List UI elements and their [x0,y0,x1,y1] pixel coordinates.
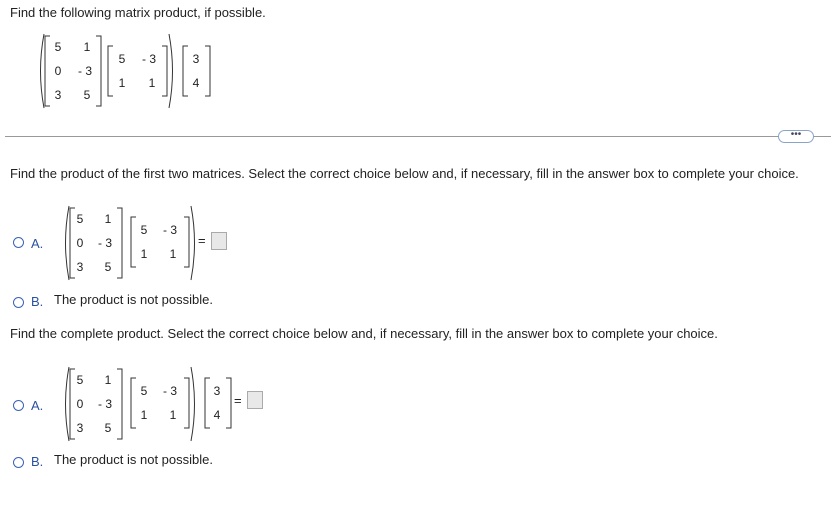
part1-option-a-letter: A. [31,236,44,251]
part2-answer-box[interactable] [247,391,263,409]
part2-right-paren [190,366,200,442]
part1-matrix-a-cell: 3 [76,260,84,274]
matrix-a-cell: 5 [54,40,62,54]
part2-matrix-a-cell: 0 [76,397,84,411]
part2-matrix-a-right-bracket [117,369,123,439]
matrix-a-left-bracket [45,36,51,106]
part2-matrix-b-cell: 5 [140,384,148,398]
part2-matrix-a-cell: 1 [104,373,112,387]
part1-matrix-b-left-bracket [131,217,137,267]
part1-option-b-letter: B. [31,294,44,309]
part1-equals-sign: = [198,233,206,248]
matrix-b-cell: - 3 [141,52,156,66]
part1-matrix-b-cell: 5 [140,223,148,237]
matrix-a-cell: - 3 [77,64,92,78]
part1-matrix-b-cell: - 3 [162,223,177,237]
part2-matrix-b-cell: 1 [169,408,177,422]
part2-equals-sign: = [234,393,242,408]
problem-prompt: Find the following matrix product, if possible. [10,5,266,20]
part2-option-b-radio[interactable] [13,457,24,468]
part1-option-b-radio[interactable] [13,297,24,308]
part2-option-a-radio[interactable] [13,400,24,411]
part2-matrix-a-cell: 5 [76,373,84,387]
part2-matrix-a-cell: - 3 [97,397,112,411]
part2-option-b-letter: B. [31,454,44,469]
part2-matrix-a-cell: 3 [76,421,84,435]
part2-matrix-b-cell: - 3 [162,384,177,398]
part1-matrix-b-cell: 1 [169,247,177,261]
part1-matrix-a-cell: 5 [104,260,112,274]
part1-matrix-a-right-bracket [117,208,123,278]
matrix-c-cell: 3 [192,52,200,66]
part2-option-a-letter: A. [31,398,44,413]
part1-matrix-a-cell: 0 [76,236,84,250]
matrix-b-left-bracket [108,46,114,96]
part2-matrix-c-cell: 4 [213,408,221,422]
part1-matrix-a-cell: 1 [104,212,112,226]
matrix-a-cell: 1 [83,40,91,54]
matrix-a-right-bracket [96,36,102,106]
part1-matrix-a-cell: 5 [76,212,84,226]
part2-matrix-b-cell: 1 [140,408,148,422]
more-options-button[interactable]: ••• [778,130,814,143]
part2-matrix-c-cell: 3 [213,384,221,398]
matrix-b-cell: 5 [118,52,126,66]
part1-matrix-b-cell: 1 [140,247,148,261]
part2-matrix-a-cell: 5 [104,421,112,435]
matrix-a-cell: 0 [54,64,62,78]
matrix-a-cell: 3 [54,88,62,102]
matrix-c-cell: 4 [192,76,200,90]
part1-option-a-radio[interactable] [13,237,24,248]
matrix-b-cell: 1 [148,76,156,90]
matrix-a-cell: 5 [83,88,91,102]
outer-right-paren [168,33,178,109]
matrix-b-cell: 1 [118,76,126,90]
part2-matrix-b-left-bracket [131,378,137,428]
part1-question: Find the product of the first two matrices. Select the correct choice below and, if necessary, fill in the answer box to complete your choice. [10,166,799,181]
part2-matrix-c-right-bracket [226,378,232,428]
matrix-c-right-bracket [205,46,211,96]
part1-option-b-text: The product is not possible. [54,292,213,307]
part1-answer-box[interactable] [211,232,227,250]
part2-question: Find the complete product. Select the correct choice below and, if necessary, fill in the answer box to complete your choice. [10,326,718,341]
part1-matrix-a-cell: - 3 [97,236,112,250]
part2-option-b-text: The product is not possible. [54,452,213,467]
section-divider [5,136,831,137]
